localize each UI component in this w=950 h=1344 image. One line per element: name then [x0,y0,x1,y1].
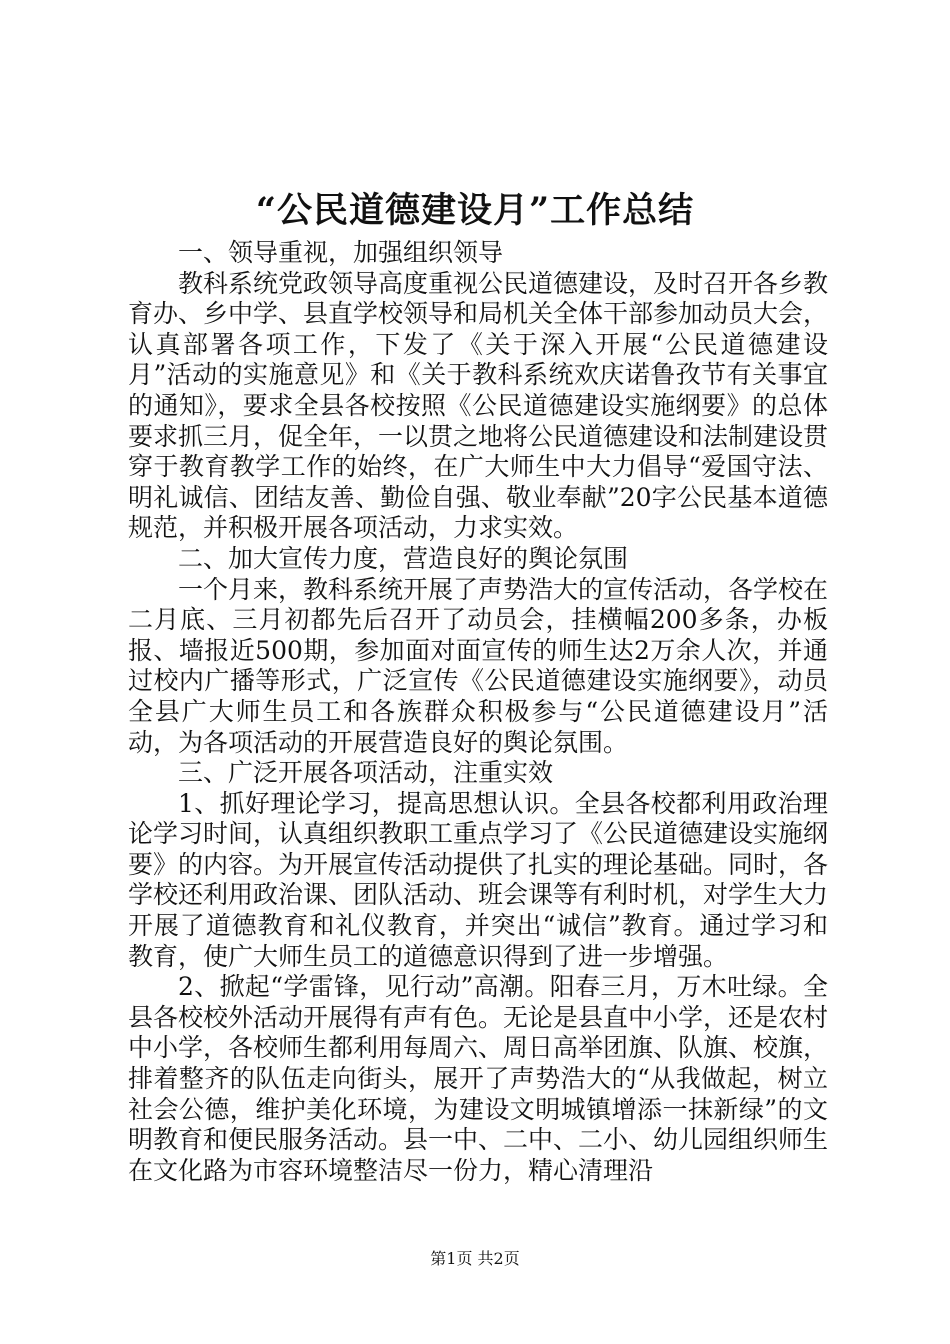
paragraph-2: 一个月来，教科系统开展了声势浩大的宣传活动，各学校在二月底、三月初都先后召开了动员会，挂横幅200多条，办板报、墙报近500期，参加面对面宣传的师生达2万余人次，并通过校内广播等形式，广泛宣传《公民道德建设实施纲要》，动员全县广大师生员工和各族群众积极参与“公民道德建设月”活动，为各项活动的开展营造良好的舆论氛围。 [128,574,829,757]
document-body [128,238,828,1186]
document-title: “公民道德建设月”工作总结 [255,190,695,231]
paragraph-1: 教科系统党政领导高度重视公民道德建设，及时召开各乡教育办、乡中学、县直学校领导和局机关全体干部参加动员大会，认真部署各项工作，下发了《关于深入开展“公民道德建设月”活动的实施意见》和《关于教科系统欢庆诺鲁孜节有关事宜的通知》，要求全县各校按照《公民道德建设实施纲要》的总体要求抓三月，促全年，一以贯之地将公民道德建设和法制建设贯穿于教育教学工作的始终，在广大师生中大力倡导“爱国守法、明礼诚信、团结友善、勤俭自强、敬业奉献”20字公民基本道德规范，并积极开展各项活动，力求实效。 [128,268,829,543]
section-heading-2: 二、加大宣传力度，营造良好的舆论氛围 [178,543,629,573]
paragraph-3: 1、抓好理论学习，提高思想认识。全县各校都利用政治理论学习时间，认真组织教职工重点学习了《公民道德建设实施纲要》的内容。为开展宣传活动提供了扎实的理论基础。同时，各学校还利用政治课、团队活动、班会课等有利时机，对学生大力开展了道德教育和礼仪教育，并突出“诚信”教育。通过学习和教育，使广大师生员工的道德意识得到了进一步增强。 [128,788,829,971]
paragraph-4: 2、掀起“学雷锋，见行动”高潮。阳春三月，万木吐绿。全县各校校外活动开展得有声有色。无论是县直中小学，还是农村中小学，各校师生都利用每周六、周日高举团旗、队旗、校旗，排着整齐的队伍走向街头，展开了声势浩大的“从我做起，树立社会公德，维护美化环境，为建设文明城镇增添一抹新绿”的文明教育和便民服务活动。县一中、二中、二小、幼儿园组织师生在文化路为市容环境整洁尽一份力，精心清理沿 [128,972,829,1185]
page-number-footer: 第1页 共2页 [430,1249,520,1268]
section-heading-1: 一、领导重视，加强组织领导 [178,238,504,267]
section-heading-3: 三、广泛开展各项活动，注重实效 [178,758,554,788]
